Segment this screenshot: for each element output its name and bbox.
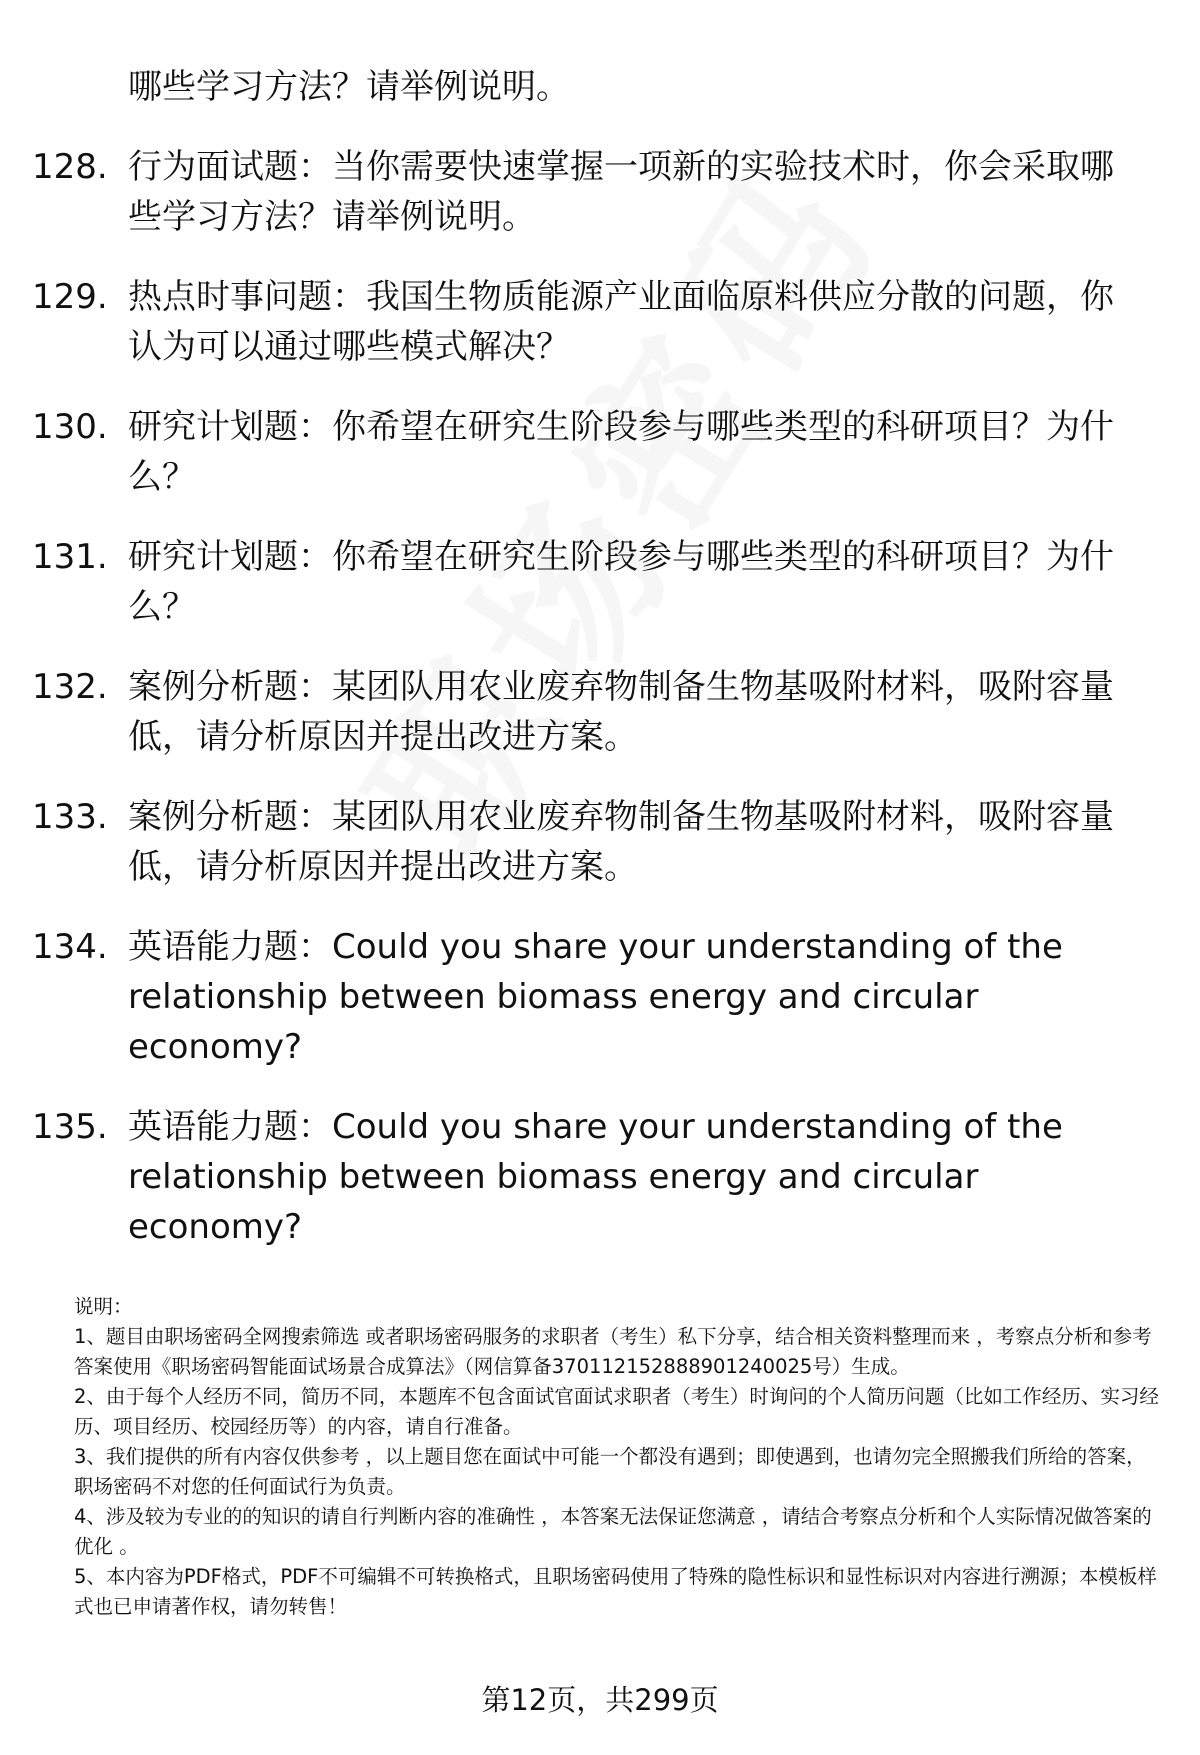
question-number: 132. xyxy=(32,667,108,707)
question-number: 129. xyxy=(32,277,108,317)
question-item xyxy=(32,792,1152,892)
question-text: 热点时事问题：我国生物质能源产业面临原料供应分散的问题，你认为可以通过哪些模式解决？ xyxy=(128,277,1114,367)
question-item xyxy=(32,922,1152,1072)
question-number: 135. xyxy=(32,1107,108,1147)
question-number: 128. xyxy=(32,147,108,187)
question-text: 案例分析题：某团队用农业废弃物制备生物基吸附材料，吸附容量低，请分析原因并提出改进方案。 xyxy=(128,797,1114,887)
note-item: 5、本内容为PDF格式，PDF不可编辑不可转换格式，且职场密码使用了特殊的隐性标识和显性标识对内容进行溯源；本模板样式也已申请著作权，请勿转售！ xyxy=(74,1565,1157,1618)
note-item: 2、由于每个人经历不同，简历不同，本题库不包含面试官面试求职者（考生）时询问的个人简历问题（比如工作经历、实习经历、项目经历、校园经历等）的内容，请自行准备。 xyxy=(74,1385,1159,1438)
question-text: 研究计划题：你希望在研究生阶段参与哪些类型的科研项目？为什么？ xyxy=(128,407,1114,497)
question-item xyxy=(32,1102,1152,1252)
page-number-footer: 第12页，共299页 xyxy=(481,1683,719,1717)
question-item xyxy=(32,402,1152,502)
question-number: 134. xyxy=(32,927,108,967)
question-text: 案例分析题：某团队用农业废弃物制备生物基吸附材料，吸附容量低，请分析原因并提出改进方案。 xyxy=(128,667,1114,757)
notes-heading: 说明： xyxy=(74,1295,133,1318)
question-text: 英语能力题：Could you share your understanding of the relationship between biomass energy and circular economy? xyxy=(128,1107,1063,1247)
question-item xyxy=(32,532,1152,632)
question-number: 131. xyxy=(32,537,108,577)
notes-section xyxy=(74,1292,1164,1622)
note-item: 4、涉及较为专业的的知识的请自行判断内容的准确性 ，本答案无法保证您满意 ，请结合考察点分析和个人实际情况做答案的优化 。 xyxy=(74,1505,1152,1558)
note-item: 3、我们提供的所有内容仅供参考 ，以上题目您在面试中可能一个都没有遇到；即使遇到，也请勿完全照搬我们所给的答案，职场密码不对您的任何面试行为负责。 xyxy=(74,1445,1146,1498)
question-text: 英语能力题：Could you share your understanding of the relationship between biomass energy and circular economy? xyxy=(128,927,1063,1067)
question-number: 133. xyxy=(32,797,108,837)
question-item xyxy=(32,272,1152,372)
note-item: 1、题目由职场密码全网搜索筛选 或者职场密码服务的求职者（考生）私下分享，结合相关资料整理而来 ，考察点分析和参考答案使用《职场密码智能面试场景合成算法》（网信算备370112152888901240025号）生成。 xyxy=(74,1325,1152,1378)
question-text: 行为面试题：当你需要快速掌握一项新的实验技术时，你会采取哪些学习方法？请举例说明。 xyxy=(128,147,1114,237)
question-item xyxy=(32,142,1152,242)
question-number: 130. xyxy=(32,407,108,447)
question-text: 研究计划题：你希望在研究生阶段参与哪些类型的科研项目？为什么？ xyxy=(128,537,1114,627)
question-list xyxy=(32,62,1152,1282)
question-item xyxy=(32,662,1152,762)
continued-question-text: 哪些学习方法？请举例说明。 xyxy=(128,67,570,107)
